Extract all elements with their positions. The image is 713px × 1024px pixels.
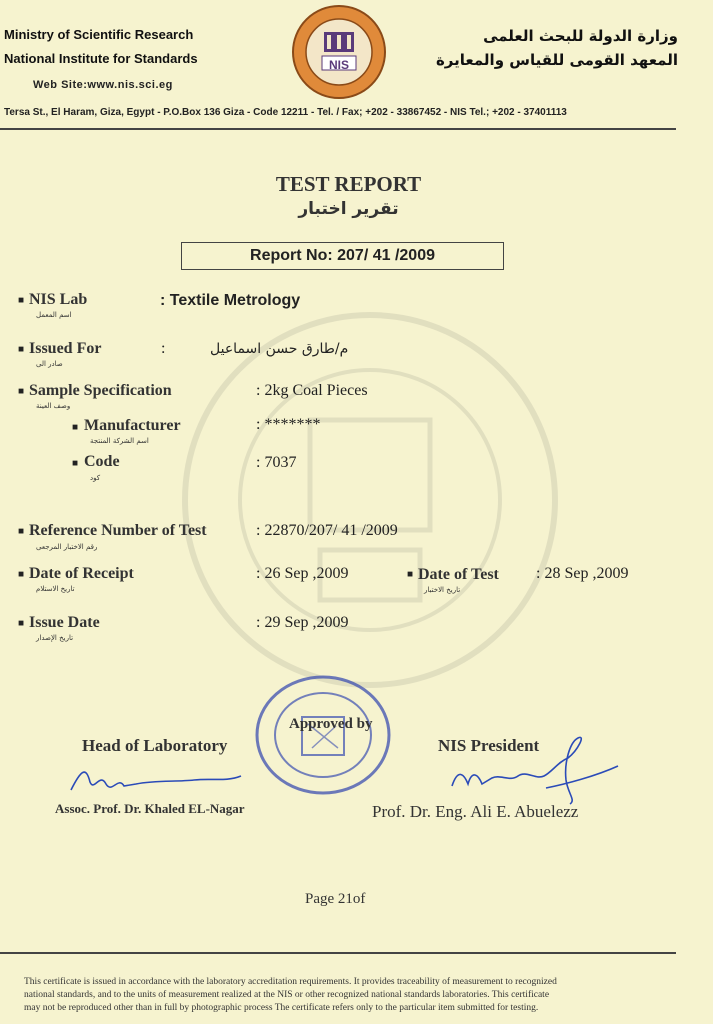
president-title: NIS President: [438, 736, 540, 755]
issued-for-label: Issued For: [29, 340, 102, 357]
report-number: Report No: 207/ 41 /2009: [181, 242, 504, 270]
date-receipt-value: : 26 Sep ,2009: [256, 565, 349, 582]
date-receipt-label-ar: تاريخ الاستلام: [36, 585, 75, 593]
address-line: Tersa St., El Haram, Giza, Egypt - P.O.Box 136 Giza - Code 12211 - Tel. / Fax; +202 - 33867452 - NIS Tel.; +202 - 37401113: [4, 107, 567, 118]
footer-line-2: national standards, and to the units of measurement realized at the NIS or other recognized national standards laboratories. This certificate: [24, 990, 550, 1000]
footer-line-3: may not be reproduced other than in full by photographic process The certificate refers only to the particular item submitted for testing.: [24, 1003, 539, 1013]
official-stamp-icon: [252, 672, 394, 798]
head-of-lab-name: Assoc. Prof. Dr. Khaled EL-Nagar: [55, 801, 245, 816]
date-test-label-ar: تاريخ الاختبار: [424, 586, 461, 594]
approved-by: Approved by: [289, 716, 373, 732]
ministry-name-en: Ministry of Scientific Research: [4, 27, 194, 42]
bullet-icon: ■: [18, 386, 25, 397]
nis-logo-icon: [291, 4, 387, 100]
president-name: Prof. Dr. Eng. Ali E. Abuelezz: [372, 802, 579, 821]
ministry-name-ar: وزارة الدولة للبحث العلمى: [483, 27, 678, 45]
footer-line-1: This certificate is issued in accordance with the laboratory accreditation requirements. It provides traceability of measurement to recognized: [24, 977, 557, 987]
head-of-lab-title: Head of Laboratory: [82, 736, 228, 755]
report-title-en: TEST REPORT: [275, 172, 422, 196]
page-number: Page 21of: [305, 891, 366, 907]
nis-lab-label: NIS Lab: [29, 291, 88, 308]
reference-label-ar: رقم الاختبار المرجعى: [36, 543, 98, 551]
date-test-value: : 28 Sep ,2009: [536, 565, 629, 582]
issued-for-colon: :: [161, 340, 166, 357]
nis-lab-label-ar: اسم المعمل: [36, 311, 72, 319]
reference-value: : 22870/207/ 41 /2009: [256, 522, 398, 539]
institute-name-en: National Institute for Standards: [4, 51, 198, 66]
head-signature-icon: [66, 762, 246, 798]
sample-spec-label: Sample Specification: [29, 382, 172, 399]
reference-label: Reference Number of Test: [29, 522, 207, 539]
manufacturer-label-ar: اسم الشركة المنتجة: [90, 437, 149, 445]
nis-lab-value: : Textile Metrology: [160, 292, 301, 309]
report-title-ar: تقرير اختبار: [298, 199, 399, 219]
date-receipt-label: Date of Receipt: [29, 565, 134, 582]
president-signature-icon: [446, 728, 622, 808]
footer-divider: [0, 952, 676, 954]
issued-for-value: م/طارق حسن اسماعيل: [210, 341, 349, 357]
bullet-icon: ■: [18, 526, 25, 537]
bullet-icon: ■: [18, 569, 25, 580]
issue-date-value: : 29 Sep ,2009: [256, 614, 349, 631]
website: Web Site:www.nis.sci.eg: [33, 79, 173, 91]
bullet-icon: ■: [18, 344, 25, 355]
manufacturer-value: : *******: [256, 416, 321, 433]
watermark-seal-icon: [170, 300, 570, 700]
manufacturer-label: Manufacturer: [84, 417, 181, 434]
bullet-icon: ■: [18, 295, 25, 306]
bullet-icon: ■: [18, 618, 25, 629]
bullet-icon: ■: [72, 458, 79, 469]
institute-name-ar: المعهد القومى للقياس والمعايرة: [435, 51, 678, 69]
header-divider: [0, 128, 676, 130]
footer-disclaimer: [24, 976, 684, 1015]
issued-for-label-ar: صادر الى: [36, 360, 63, 368]
sample-spec-label-ar: وصف العينة: [36, 402, 71, 410]
code-label: Code: [84, 453, 120, 470]
logo-text: NIS: [328, 58, 349, 72]
bullet-icon: ■: [407, 569, 414, 580]
code-value: : 7037: [256, 454, 297, 471]
issue-date-label: Issue Date: [29, 614, 100, 631]
date-test-label: Date of Test: [418, 566, 499, 583]
bullet-icon: ■: [72, 422, 79, 433]
issue-date-label-ar: تاريخ الإصدار: [36, 634, 74, 642]
sample-spec-value: : 2kg Coal Pieces: [256, 382, 368, 399]
code-label-ar: كود: [90, 474, 101, 482]
